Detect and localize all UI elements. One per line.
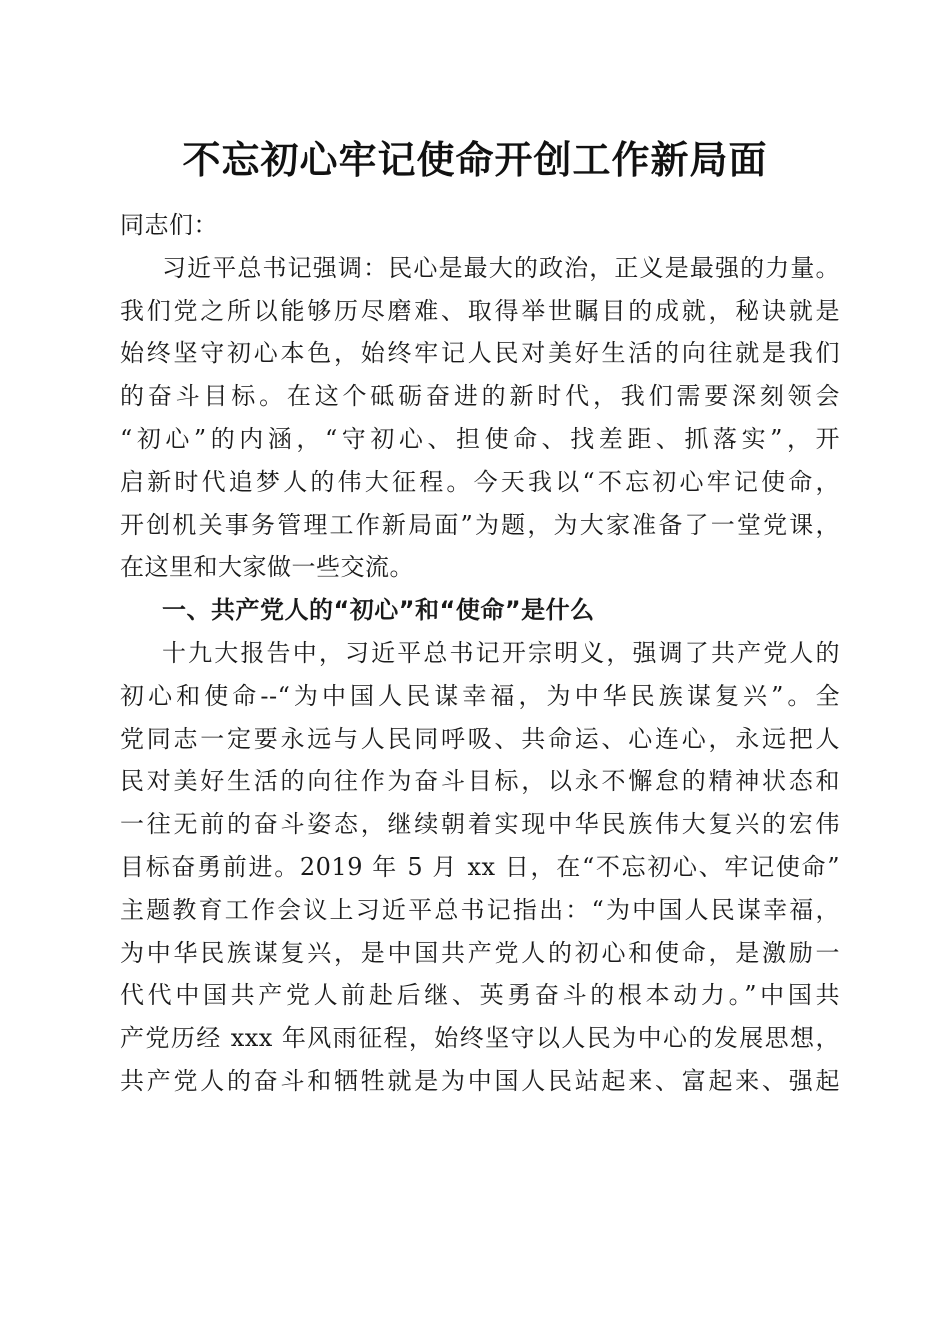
text-line: 目标奋勇前进。2019 年 5 月 xx 日，在“不忘初心、牢记使命” (120, 852, 840, 881)
text-line: 为中华民族谋复兴，是中国共产党人的初心和使命，是激励一 (120, 938, 840, 967)
text-line: 共产党人的奋斗和牺牲就是为中国人民站起来、富起来、强起 (120, 1066, 840, 1095)
text-line: 代代中国共产党人前赴后继、英勇奋斗的根本动力。”中国共 (120, 981, 840, 1010)
text-line: 我们党之所以能够历尽磨难、取得举世瞩目的成就，秘诀就是 (120, 296, 840, 325)
text-line: 始终坚守初心本色，始终牢记人民对美好生活的向往就是我们 (120, 339, 840, 368)
text-line: 产党历经 xxx 年风雨征程，始终坚守以人民为中心的发展思想， (120, 1024, 840, 1053)
text-line: 民对美好生活的向往作为奋斗目标，以永不懈怠的精神状态和 (120, 767, 840, 796)
section-heading: 一、共产党人的“初心”和“使命”是什么 (162, 596, 595, 625)
text-line: 党同志一定要永远与人民同呼吸、共命运、心连心，永远把人 (120, 724, 840, 753)
text-line: 习近平总书记强调：民心是最大的政治，正义是最强的力量。 (162, 253, 840, 282)
salutation: 同志们： (120, 211, 218, 239)
text-line: 在这里和大家做一些交流。 (120, 553, 414, 582)
text-line: 启新时代追梦人的伟大征程。今天我以“不忘初心牢记使命， (120, 467, 840, 496)
paragraph-lines (120, 247, 840, 1103)
text-line: “初心”的内涵，“守初心、担使命、找差距、抓落实”，开 (120, 424, 840, 453)
text-line: 一往无前的奋斗姿态，继续朝着实现中华民族伟大复兴的宏伟 (120, 810, 840, 839)
document-title: 不忘初心牢记使命开创工作新局面 (182, 137, 768, 182)
text-line: 十九大报告中，习近平总书记开宗明义，强调了共产党人的 (162, 638, 840, 667)
text-line: 的奋斗目标。在这个砥砺奋进的新时代，我们需要深刻领会 (120, 382, 840, 411)
text-line: 主题教育工作会议上习近平总书记指出：“为中国人民谋幸福， (120, 895, 840, 924)
text-line: 开创机关事务管理工作新局面”为题，为大家准备了一堂党课， (120, 510, 840, 539)
document-body (120, 204, 840, 1103)
text-line: 初心和使命--“为中国人民谋幸福，为中华民族谋复兴”。全 (120, 681, 840, 710)
